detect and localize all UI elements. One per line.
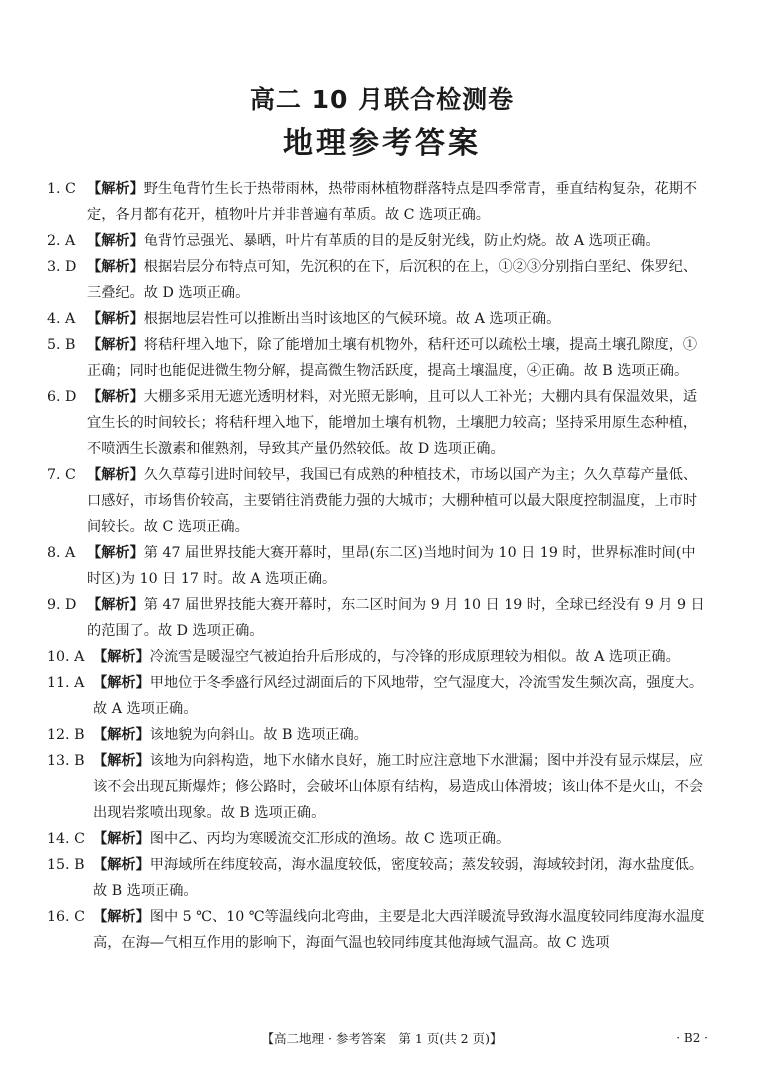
answer-list xyxy=(47,176,707,956)
answer-text: 该地为向斜构造，地下水储水良好，施工时应注意地下水泄漏；图中并没有显示煤层，应该不会出现瓦斯爆炸；修公路时，会破坏山体原有结构，易造成山体滑坡；该山体不是火山，不会出现岩浆喷出现象。故 B 选项正确。 xyxy=(93,753,704,821)
answer-text: 甲地位于冬季盛行风经过湖面后的下风地带，空气湿度大，冷流雪发生频次高，强度大。故 A 选项正确。 xyxy=(93,675,704,717)
answer-item xyxy=(47,852,707,904)
answer-text: 根据地层岩性可以推断出当时该地区的气候环境。故 A 选项正确。 xyxy=(143,311,561,327)
answer-text: 图中 5 ℃、10 ℃等温线向北弯曲，主要是北大西洋暖流导致海水温度较同纬度海水温度高，在海—气相互作用的影响下，海面气温也较同纬度其他海域气温高。故 C 选项 xyxy=(93,909,705,951)
answer-text: 野生龟背竹生长于热带雨林，热带雨林植物群落特点是四季常青，垂直结构复杂，花期不定，各月都有花开，植物叶片并非普遍有革质。故 C 选项正确。 xyxy=(87,181,698,223)
answer-number: 2. A xyxy=(47,233,76,249)
page-title: 高二 10 月联合检测卷 xyxy=(249,85,515,114)
answer-number: 11. A xyxy=(47,675,85,691)
answer-number: 5. B xyxy=(47,337,76,353)
answer-item xyxy=(47,384,707,462)
answer-item xyxy=(47,228,707,254)
answer-item xyxy=(47,306,707,332)
answer-item xyxy=(47,644,707,670)
answer-text: 龟背竹忌强光、暴晒，叶片有革质的目的是反射光线，防止灼烧。故 A 选项正确。 xyxy=(143,233,660,249)
answer-item xyxy=(47,332,707,384)
answer-tag: 【解析】 xyxy=(87,259,144,275)
answer-item xyxy=(47,748,707,826)
answer-item xyxy=(47,722,707,748)
answer-tag: 【解析】 xyxy=(93,857,150,873)
answer-item xyxy=(47,826,707,852)
answer-tag: 【解析】 xyxy=(87,467,144,483)
answer-tag: 【解析】 xyxy=(87,181,144,197)
answer-item xyxy=(47,176,707,228)
answer-text: 根据岩层分布特点可知，先沉积的在下，后沉积的在上，①②③分别指白垩纪、侏罗纪、三叠纪。故 D 选项正确。 xyxy=(87,259,698,301)
answer-item xyxy=(47,540,707,592)
answer-number: 15. B xyxy=(47,857,85,873)
answer-item xyxy=(47,904,707,956)
answer-text: 甲海域所在纬度较高，海水温度较低，密度较高；蒸发较弱，海域较封闭，海水盐度低。故 B 选项正确。 xyxy=(93,857,704,899)
answer-text: 图中乙、丙均为寒暖流交汇形成的渔场。故 C 选项正确。 xyxy=(149,831,511,847)
answer-tag: 【解析】 xyxy=(93,909,150,925)
answer-number: 14. C xyxy=(47,831,85,847)
answer-tag: 【解析】 xyxy=(87,389,144,405)
page-subtitle: 地理参考答案 xyxy=(283,126,481,161)
answer-item xyxy=(47,592,707,644)
answer-tag: 【解析】 xyxy=(93,727,150,743)
answer-number: 9. D xyxy=(47,597,77,613)
answer-tag: 【解析】 xyxy=(93,753,150,769)
answer-text: 大棚多采用无遮光透明材料，对光照无影响，且可以人工补光；大棚内具有保温效果，适宜生长的时间较长；将秸秆埋入地下，能增加土壤有机物，土壤肥力较高；坚持采用原生态种植，不喷洒生长激素和催熟剂，导致其产量仍然较低。故 D 选项正确。 xyxy=(87,389,698,457)
page-footer: 【高二地理 · 参考答案 第 1 页(共 2 页)】 xyxy=(261,1031,503,1046)
answer-text: 第 47 届世界技能大赛开幕时，里昂(东二区)当地时间为 10 日 19 时，世界标准时间(中时区)为 10 日 17 时。故 A 选项正确。 xyxy=(87,545,696,587)
answer-number: 4. A xyxy=(47,311,76,327)
answer-tag: 【解析】 xyxy=(93,649,150,665)
answer-tag: 【解析】 xyxy=(87,337,144,353)
answer-number: 7. C xyxy=(47,467,76,483)
answer-tag: 【解析】 xyxy=(93,675,150,691)
answer-item xyxy=(47,462,707,540)
answer-number: 1. C xyxy=(47,181,76,197)
answer-tag: 【解析】 xyxy=(87,545,144,561)
answer-number: 6. D xyxy=(47,389,77,405)
answer-text: 第 47 届世界技能大赛开幕时，东二区时间为 9 月 10 日 19 时，全球已经没有 9 月 9 日的范围了。故 D 选项正确。 xyxy=(87,597,705,639)
answer-text: 久久草莓引进时间较早，我国已有成熟的种植技术，市场以国产为主；久久草莓产量低、口感好，市场售价较高，主要销往消费能力强的大城市；大棚种植可以最大限度控制温度，上市时间较长。故 C 选项正确。 xyxy=(87,467,698,535)
answer-number: 13. B xyxy=(47,753,85,769)
answer-tag: 【解析】 xyxy=(87,233,144,249)
answer-tag: 【解析】 xyxy=(87,597,144,613)
answer-number: 12. B xyxy=(47,727,85,743)
answer-text: 该地貌为向斜山。故 B 选项正确。 xyxy=(149,727,368,743)
answer-number: 10. A xyxy=(47,649,85,665)
answer-item xyxy=(47,254,707,306)
answer-text: 冷流雪是暖湿空气被迫抬升后形成的，与冷锋的形成原理较为相似。故 A 选项正确。 xyxy=(149,649,680,665)
answer-text: 将秸秆埋入地下，除了能增加土壤有机物外，秸秆还可以疏松土壤，提高土壤孔隙度，①正确；同时也能促进微生物分解，提高微生物活跃度，提高土壤温度，④正确。故 B 选项正确。 xyxy=(87,337,698,379)
answer-number: 16. C xyxy=(47,909,85,925)
page-code: · B2 · xyxy=(676,1031,708,1045)
answer-number: 3. D xyxy=(47,259,77,275)
answer-item xyxy=(47,670,707,722)
answer-number: 8. A xyxy=(47,545,76,561)
answer-tag: 【解析】 xyxy=(87,311,144,327)
answer-tag: 【解析】 xyxy=(93,831,150,847)
